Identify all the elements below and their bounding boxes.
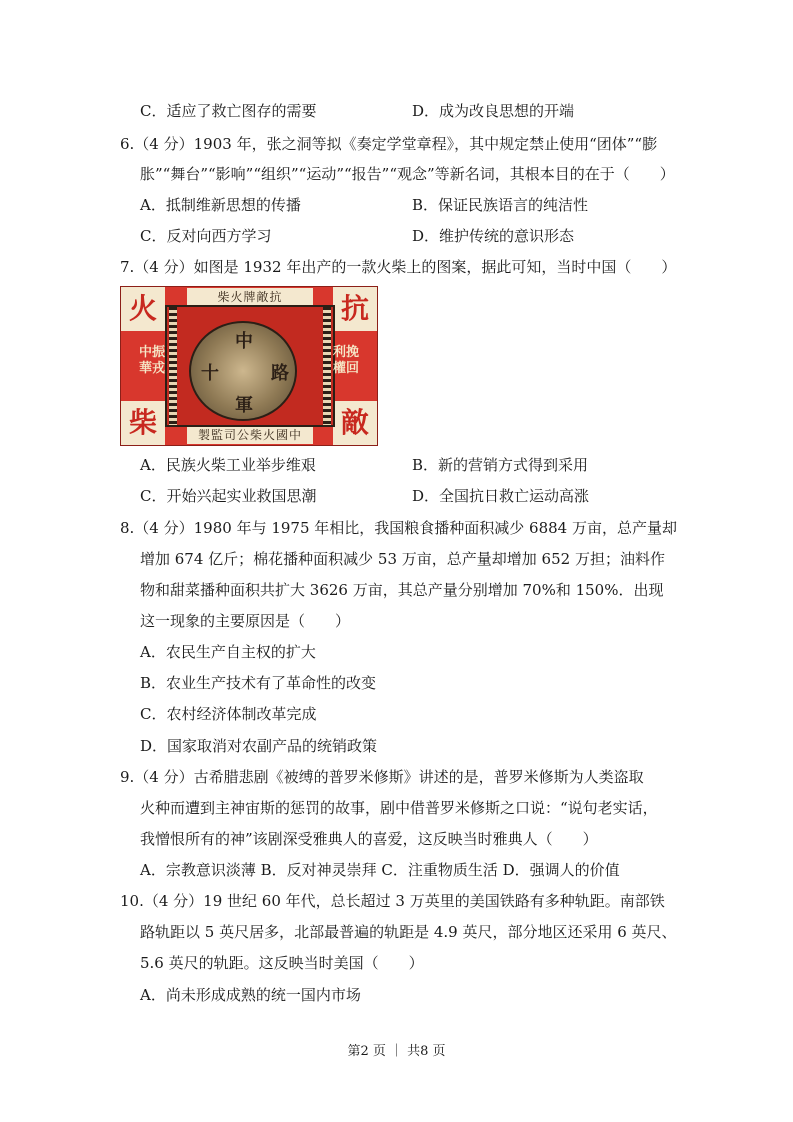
q6-option-c: C．反对向西方学习 [140,227,272,245]
label-corner-bottom-left: 柴 [121,401,165,445]
page-footer: 第2 页 ｜ 共8 页 [347,1044,446,1059]
q8-stem-line2: 增加 674 亿斤；棉花播种面积减少 53 万亩，总产量却增加 652 万担；油料作 [140,550,665,568]
q6-option-a: A．抵制维新思想的传播 [140,196,301,214]
q5-option-c: C．适应了救亡图存的需要 [140,102,317,120]
q5-option-d: D．成为改良思想的开端 [412,102,575,120]
label-left-stripe [169,307,177,425]
q10-stem-line2: 路轨距以 5 英尺居多，北部最普遍的轨距是 4.9 英尺，部分地区还采用 6 英尺、 [140,923,677,941]
q7-stem-line1: 7.（4 分）如图是 1932 年出产的一款火柴上的图案，据此可知，当时中国（ ） [120,258,677,276]
q9-stem-line1: 9.（4 分）古希腊悲剧《被缚的普罗米修斯》讲述的是，普罗米修斯为人类盗取 [120,768,644,786]
label-corner-bottom-right: 敵 [333,401,377,445]
label-corner-top-right: 抗 [333,287,377,331]
q10-stem-line3: 5.6 英尺的轨距。这反映当时美国（ ） [140,954,424,972]
q8-option-b: B．农业生产技术有了革命性的改变 [140,674,377,692]
q10-stem-line1: 10.（4 分）19 世纪 60 年代，总长超过 3 万英里的美国铁路有多种轨距。南部铁 [120,892,665,910]
q6-stem-line2: 胀”“舞台”“影响”“组织”“运动”“报告”“观念”等新名词，其根本目的在于（ ） [140,165,675,183]
globe-char-top: 中 [235,331,253,352]
q10-option-a: A．尚未形成成熟的统一国内市场 [140,986,361,1004]
q8-option-d: D．国家取消对农副产品的统销政策 [140,737,378,755]
globe-char-right: 路 [271,363,289,384]
globe-char-left: 十 [201,363,219,384]
q9-stem-line3: 我憎恨所有的神”该剧深受雅典人的喜爱，这反映当时雅典人（ ） [140,830,598,848]
q8-option-a: A．农民生产自主权的扩大 [140,643,316,661]
q9-options: A．宗教意识淡薄 B．反对神灵崇拜 C．注重物质生活 D．强调人的价值 [140,861,620,879]
label-bottom-band: 製監司公柴火國中 [187,426,313,444]
label-right-stripe [323,307,331,425]
q7-option-d: D．全国抗日救亡运动高涨 [412,487,590,505]
label-left-slogan: 中振 華戎 [138,345,165,376]
q8-option-c: C．农村经济体制改革完成 [140,705,317,723]
globe-char-bottom: 軍 [235,395,253,416]
q7-option-c: C．开始兴起实业救国思潮 [140,487,317,505]
q7-option-a: A．民族火柴工业举步维艰 [140,456,316,474]
q8-stem-line3: 物和甜菜播种面积共扩大 3626 万亩，其总产量分别增加 70%和 150%．出现 [140,581,664,599]
q6-stem-line1: 6.（4 分）1903 年，张之洞等拟《奏定学堂章程》，其中规定禁止使用“团体”“膨 [120,135,658,153]
q6-option-b: B．保证民族语言的纯洁性 [412,196,589,214]
q7-option-b: B．新的营销方式得到采用 [412,456,589,474]
label-corner-top-left: 火 [121,287,165,331]
q8-stem-line1: 8.（4 分）1980 年与 1975 年相比，我国粮食播种面积减少 6884 万亩，总产量却 [120,519,677,537]
label-top-band: 柴火牌敵抗 [187,288,313,306]
q6-option-d: D．维护传统的意识形态 [412,227,575,245]
label-right-slogan: 利挽 權回 [332,345,359,376]
q8-stem-line4: 这一现象的主要原因是（ ） [140,612,351,630]
matchbox-label-image [120,286,378,446]
q9-stem-line2: 火种而遭到主神宙斯的惩罚的故事，剧中借普罗米修斯之口说：“说句老实话， [140,799,658,817]
